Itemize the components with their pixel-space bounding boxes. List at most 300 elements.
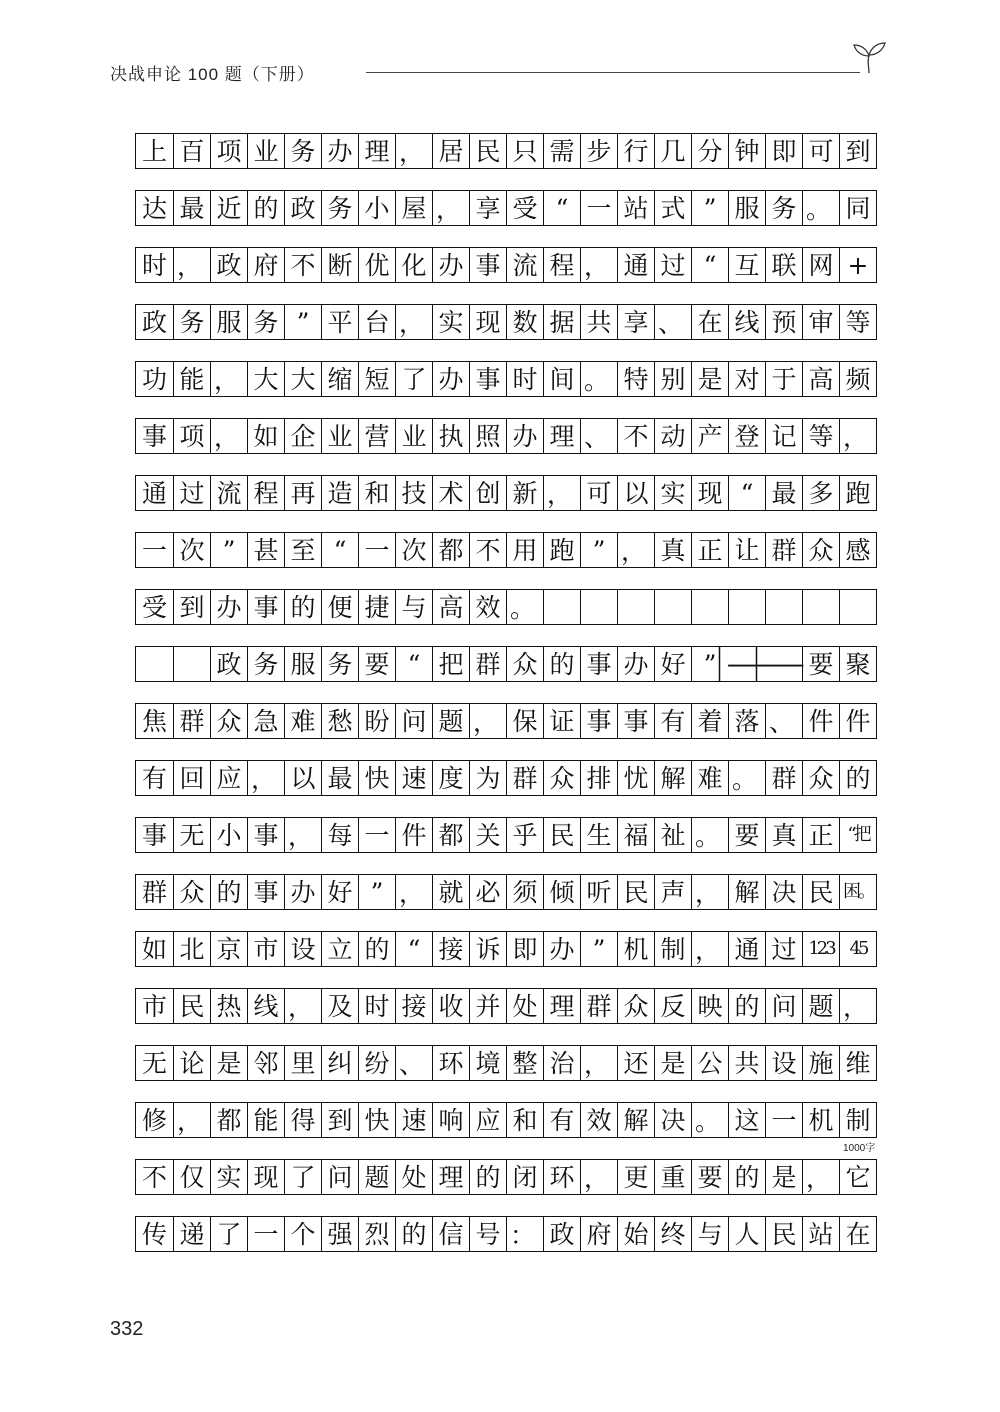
grid-row [135,988,877,1024]
grid-cell: 造 [321,476,358,510]
grid-cell: 好 [321,875,358,909]
grid-cell: 过 [173,476,210,510]
grid-cell: 缩 [321,362,358,396]
grid-cell: 的 [839,761,876,795]
grid-row [135,247,877,283]
grid-cell: 产 [691,419,728,453]
grid-cell: 民 [617,875,654,909]
grid-cell: 再 [284,476,321,510]
grid-cell: “ [728,476,765,510]
grid-cell: 不 [284,248,321,282]
grid-cell: 重 [654,1160,691,1194]
grid-cell: 。 [728,761,765,795]
grid-cell: 是 [691,362,728,396]
grid-cell: 项 [173,419,210,453]
grid-cell: 热 [210,989,247,1023]
grid-cell: 多 [802,476,839,510]
grid-cell: 审 [802,305,839,339]
grid-cell: 到 [839,134,876,168]
grid-cell: 务 [173,305,210,339]
grid-cell: 市 [247,932,284,966]
grid-cell [543,590,580,624]
grid-cell: “把 [839,818,876,852]
grid-cell: 个 [284,1217,321,1251]
grid-cell: 联 [765,248,802,282]
grid-cell: 短 [358,362,395,396]
grid-cell: 里 [284,1046,321,1080]
grid-cell: 务 [284,134,321,168]
grid-cell: 、 [765,704,802,738]
grid-cell: 立 [321,932,358,966]
grid-cell: 务 [765,191,802,225]
grid-cell: 盼 [358,704,395,738]
page-number: 332 [110,1318,144,1340]
grid-cell: 可 [580,476,617,510]
grid-cell: 特 [617,362,654,396]
grid-cell: 办 [284,875,321,909]
grid-cell: ， [839,989,876,1023]
grid-cell: 得 [284,1103,321,1137]
grid-cell: 企 [284,419,321,453]
grid-cell: 解 [728,875,765,909]
grid-cell: 为 [469,761,506,795]
grid-cell: 一 [580,191,617,225]
grid-cell: 、 [395,1046,432,1080]
grid-cell: 反 [654,989,691,1023]
grid-cell: 烈 [358,1217,395,1251]
grid-cell: 接 [432,932,469,966]
grid-cell: 政 [141,307,167,337]
grid-cell: 把 [432,647,469,681]
grid-cell: 式 [654,191,691,225]
grid-cell: 如 [141,934,167,964]
header-rule [366,72,860,73]
grid-cell: “ [691,248,728,282]
grid-cell: 是 [210,1046,247,1080]
grid-cell: 政 [210,647,247,681]
grid-cell: 响 [432,1103,469,1137]
grid-cell: 它 [839,1160,876,1194]
grid-cell: 执 [432,419,469,453]
grid-cell: ” [210,533,247,567]
grid-cell: 事 [469,248,506,282]
grid-cell: ， [284,818,321,852]
grid-cell: 设 [284,932,321,966]
grid-cell: ， [691,875,728,909]
grid-cell: 数 [506,305,543,339]
grid-cell: 的 [210,875,247,909]
grid-cell [802,590,839,624]
grid-cell [691,590,728,624]
grid-cell: 受 [141,592,167,622]
grid-cell: ， [284,989,321,1023]
grid-cell: 。 [802,191,839,225]
grid-cell: ， [247,761,284,795]
grid-cell: 映 [691,989,728,1023]
grid-cell: 在 [839,1217,876,1251]
grid-cell: 创 [469,476,506,510]
grid-cell: 快 [358,1103,395,1137]
grid-cell: 流 [506,248,543,282]
grid-cell: 用 [506,533,543,567]
grid-cell: — [719,647,775,681]
grid-cell: 整 [506,1046,543,1080]
writing-grid [135,133,877,1252]
grid-cell: 。 [691,1103,728,1137]
grid-cell: 务 [247,305,284,339]
grid-cell: 线 [247,989,284,1023]
grid-cell [765,590,802,624]
grid-row [135,1159,877,1195]
grid-cell: 修 [141,1105,167,1135]
grid-cell: 每 [321,818,358,852]
grid-cell: 众 [173,875,210,909]
grid-cell: 百 [173,134,210,168]
grid-cell [839,590,876,624]
grid-row [135,817,877,853]
grid-cell: 事 [247,875,284,909]
grid-cell: 服 [284,647,321,681]
grid-cell: 愁 [321,704,358,738]
grid-row [135,874,877,910]
grid-cell: 事 [617,704,654,738]
grid-cell: 程 [543,248,580,282]
grid-cell: 站 [802,1217,839,1251]
grid-cell: 证 [543,704,580,738]
grid-cell: 事 [469,362,506,396]
grid-cell: 的 [395,1217,432,1251]
grid-cell: 跑 [839,476,876,510]
grid-cell: ， [432,191,469,225]
grid-cell: 频 [839,362,876,396]
grid-cell: 终 [654,1217,691,1251]
grid-cell: 可 [802,134,839,168]
grid-cell: 北 [173,932,210,966]
grid-cell: 还 [617,1046,654,1080]
grid-cell: 过 [765,932,802,966]
grid-cell: 如 [247,419,284,453]
grid-cell: 次 [395,533,432,567]
grid-cell: 屋 [395,191,432,225]
grid-cell: 及 [321,989,358,1023]
grid-cell: 问 [321,1160,358,1194]
grid-cell: 群 [469,647,506,681]
grid-cell: 纷 [358,1046,395,1080]
grid-cell: 群 [765,761,802,795]
grid-cell: 行 [617,134,654,168]
grid-cell: 有 [543,1103,580,1137]
grid-cell: 小 [358,191,395,225]
grid-cell: 步 [580,134,617,168]
grid-cell: ” [580,932,617,966]
grid-cell: 快 [358,761,395,795]
grid-cell: 据 [543,305,580,339]
grid-cell: 术 [432,476,469,510]
grid-cell: 到 [321,1103,358,1137]
grid-cell: 、 [580,419,617,453]
grid-cell: 通 [617,248,654,282]
grid-cell: 民 [765,1217,802,1251]
grid-cell: 环 [432,1046,469,1080]
grid-cell: 须 [506,875,543,909]
grid-cell: 实 [210,1160,247,1194]
grid-cell: 以 [284,761,321,795]
grid-cell: 业 [395,419,432,453]
grid-cell: 捷 [358,590,395,624]
grid-cell: 不 [141,1162,167,1192]
grid-cell: 困。 [839,875,876,909]
grid-cell: 解 [617,1103,654,1137]
grid-cell: 近 [210,191,247,225]
grid-cell: 一 [247,1217,284,1251]
grid-cell: ” [358,875,395,909]
grid-cell: 民 [469,134,506,168]
grid-cell: 。 [506,590,543,624]
grid-cell: 项 [210,134,247,168]
grid-row [135,304,877,340]
grid-cell: 。 [580,362,617,396]
grid-cell: 生 [580,818,617,852]
grid-cell: 共 [580,305,617,339]
grid-cell: 现 [691,476,728,510]
grid-cell: 小 [210,818,247,852]
grid-cell: 市 [141,991,167,1021]
grid-cell: 一 [358,533,395,567]
grid-cell: 纠 [321,1046,358,1080]
grid-cell: 关 [469,818,506,852]
grid-cell: 众 [506,647,543,681]
grid-cell: 共 [728,1046,765,1080]
grid-cell [136,647,173,681]
grid-cell: 的 [728,989,765,1023]
grid-cell: 登 [728,419,765,453]
grid-cell: “ [321,533,358,567]
grid-cell: 邻 [247,1046,284,1080]
grid-cell: 于 [765,362,802,396]
grid-cell: 要 [358,647,395,681]
grid-cell: 并 [469,989,506,1023]
grid-cell: 制 [654,932,691,966]
grid-cell: 题 [358,1160,395,1194]
grid-cell: 论 [173,1046,210,1080]
grid-cell: 台 [358,305,395,339]
grid-cell: 服 [210,305,247,339]
grid-cell: 居 [432,134,469,168]
grid-row [135,589,877,625]
grid-cell: 就 [432,875,469,909]
grid-cell: 是 [654,1046,691,1080]
grid-cell: 件 [802,704,839,738]
grid-cell: 平 [321,305,358,339]
word-count-mark: 1000字 [843,1143,876,1154]
grid-row [135,190,877,226]
grid-cell: 能 [173,362,210,396]
grid-cell: 速 [395,1103,432,1137]
grid-cell: 理 [543,989,580,1023]
grid-cell: 回 [173,761,210,795]
grid-cell: 着 [691,704,728,738]
grid-cell [728,590,765,624]
grid-cell: 诉 [469,932,506,966]
grid-cell: 府 [247,248,284,282]
grid-cell: 业 [247,134,284,168]
grid-row [135,133,877,169]
grid-cell: 时 [506,362,543,396]
grid-cell: 要 [802,647,839,681]
grid-cell: 效 [469,590,506,624]
grid-cell: 难 [691,761,728,795]
grid-cell: 办 [210,590,247,624]
grid-cell: 甚 [247,533,284,567]
grid-cell: 群 [580,989,617,1023]
grid-cell: 达 [141,193,167,223]
grid-cell: ” [691,647,728,681]
grid-cell: ， [395,875,432,909]
grid-cell: 45 [839,932,876,966]
grid-cell: 记 [765,419,802,453]
grid-cell: 问 [395,704,432,738]
grid-cell: 决 [765,875,802,909]
grid-cell: ， [580,1160,617,1194]
grid-cell: 等 [802,419,839,453]
grid-cell: 办 [432,248,469,282]
grid-cell: ， [580,248,617,282]
grid-cell: 倾 [543,875,580,909]
grid-cell: 务 [321,191,358,225]
grid-cell: 都 [210,1103,247,1137]
grid-cell: 忧 [617,761,654,795]
grid-cell: 网 [802,248,839,282]
grid-cell: ， [210,362,247,396]
grid-cell: 效 [580,1103,617,1137]
grid-cell: 让 [728,533,765,567]
grid-cell [617,590,654,624]
grid-row [135,418,877,454]
grid-cell: 难 [284,704,321,738]
grid-cell: 维 [839,1046,876,1080]
grid-cell: 政 [284,191,321,225]
grid-cell: 件 [839,704,876,738]
grid-cell: 的 [728,1160,765,1194]
grid-cell: ， [173,1103,210,1137]
grid-cell: 了 [284,1160,321,1194]
grid-cell: ” [691,191,728,225]
grid-cell: ， [839,419,876,453]
grid-cell: 有 [654,704,691,738]
grid-cell: 享 [469,191,506,225]
grid-cell: 务 [247,647,284,681]
grid-cell: 业 [321,419,358,453]
grid-cell: 别 [654,362,691,396]
grid-cell: 最 [321,761,358,795]
grid-cell: 现 [469,305,506,339]
grid-cell: 正 [802,818,839,852]
grid-cell: 照 [469,419,506,453]
grid-cell: 真 [654,533,691,567]
grid-cell: 新 [506,476,543,510]
grid-cell: 高 [802,362,839,396]
grid-cell: 间 [543,362,580,396]
grid-cell: 强 [321,1217,358,1251]
grid-cell: 群 [173,704,210,738]
grid-cell: 众 [617,989,654,1023]
grid-cell: 的 [284,590,321,624]
grid-cell: 办 [543,932,580,966]
sprout-icon [850,40,888,74]
grid-cell: ， [617,533,654,567]
grid-cell: “ [395,932,432,966]
grid-cell: 断 [321,248,358,282]
grid-cell: 众 [543,761,580,795]
grid-cell: 最 [173,191,210,225]
grid-cell: 感 [839,533,876,567]
grid-cell: 跑 [543,533,580,567]
grid-cell: 实 [654,476,691,510]
grid-cell: 众 [802,761,839,795]
grid-cell: 必 [469,875,506,909]
grid-cell: 几 [654,134,691,168]
grid-cell: 乎 [506,818,543,852]
grid-cell: 大 [284,362,321,396]
grid-cell: 题 [802,989,839,1023]
grid-cell: 事 [247,818,284,852]
grid-cell: 度 [432,761,469,795]
grid-cell: 功 [141,364,167,394]
grid-cell: 事 [141,421,167,451]
grid-cell: 受 [506,191,543,225]
grid-cell: 号 [469,1217,506,1251]
grid-cell: 人 [728,1217,765,1251]
grid-cell: 施 [802,1046,839,1080]
grid-cell: 正 [691,533,728,567]
grid-cell: 至 [284,533,321,567]
grid-cell: 动 [654,419,691,453]
grid-cell: 落 [728,704,765,738]
grid-cell: 的 [358,932,395,966]
grid-cell: 需 [543,134,580,168]
grid-cell: 过 [654,248,691,282]
grid-cell: 公 [691,1046,728,1080]
grid-cell: 互 [728,248,765,282]
grid-cell: ， [395,134,432,168]
grid-cell: 群 [765,533,802,567]
grid-cell: 务 [321,647,358,681]
grid-cell: 理 [432,1160,469,1194]
grid-cell: 在 [691,305,728,339]
grid-cell: 都 [432,533,469,567]
grid-cell: 处 [395,1160,432,1194]
grid-cell: 办 [617,647,654,681]
grid-cell: 服 [728,191,765,225]
grid-cell: 政 [210,248,247,282]
grid-cell: ， [395,305,432,339]
grid-cell: ， [802,1160,839,1194]
grid-cell: 便 [321,590,358,624]
grid-cell: 优 [358,248,395,282]
grid-cell: 祉 [654,818,691,852]
grid-cell: 办 [506,419,543,453]
grid-cell: 对 [728,362,765,396]
grid-cell: 机 [802,1103,839,1137]
grid-cell: 最 [765,476,802,510]
grid-cell: 营 [358,419,395,453]
grid-cell: + [839,248,876,282]
grid-cell: ， [543,476,580,510]
grid-row [135,475,877,511]
grid-cell: 民 [543,818,580,852]
grid-cell: 机 [617,932,654,966]
grid-cell: 以 [617,476,654,510]
